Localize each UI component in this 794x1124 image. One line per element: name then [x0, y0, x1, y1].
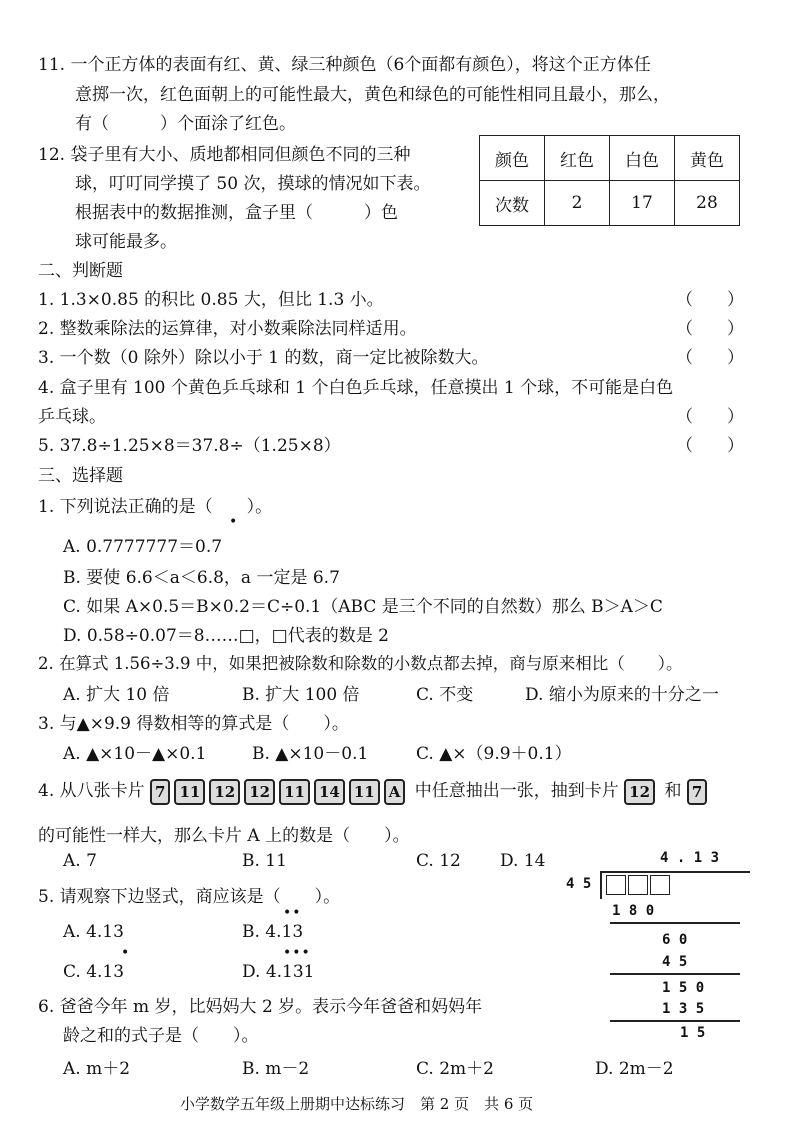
blank-box — [628, 875, 648, 895]
card-highlight: 7 — [687, 779, 707, 805]
judge-paren-1[interactable]: （ ） — [676, 290, 744, 310]
division-quotient: 4 . 1 3 — [660, 850, 720, 866]
choice-q4-option-d[interactable]: D. 14 — [500, 851, 546, 871]
choice-q4-option-b[interactable]: B. 11 — [242, 851, 287, 871]
choice-q5-option-d[interactable]: D. 4.131 — [242, 962, 315, 982]
card: 12 — [209, 779, 240, 805]
division-line — [610, 922, 740, 924]
choice-q2-option-a[interactable]: A. 扩大 10 倍 — [63, 685, 170, 705]
q12-line1: 12. 袋子里有大小、质地都相同但颜色不同的三种 — [38, 145, 411, 165]
choice-q6-line2: 龄之和的式子是（ ）。 — [63, 1026, 259, 1046]
blank-box — [650, 875, 670, 895]
blank-box — [606, 875, 626, 895]
choice-q2-option-d[interactable]: D. 缩小为原来的十分之一 — [525, 685, 719, 705]
judge-item-3: 3. 一个数（0 除外）除以小于 1 的数，商一定比被除数大。 — [38, 348, 489, 368]
q12-line3: 根据表中的数据推测，盒子里（ ）色 — [75, 203, 398, 223]
judge-paren-3[interactable]: （ ） — [676, 348, 744, 368]
judge-item-2: 2. 整数乘除法的运算律，对小数乘除法同样适用。 — [38, 319, 417, 339]
choice-q6-line1: 6. 爸爸今年 m 岁，比妈妈大 2 岁。表示今年爸爸和妈妈年 — [38, 997, 483, 1017]
q4-and: 和 — [664, 781, 682, 801]
choice-q6-option-a[interactable]: A. m＋2 — [63, 1059, 131, 1079]
choice-q3-option-a[interactable]: A. ▲×10－▲×0.1 — [63, 744, 207, 764]
division-bar — [600, 871, 750, 873]
table-cell: 28 — [675, 181, 740, 226]
card: 11 — [349, 779, 380, 805]
choice-q2-option-c[interactable]: C. 不变 — [416, 685, 474, 705]
repeat-dot: • — [121, 945, 130, 961]
card: 14 — [314, 779, 345, 805]
table-cell: 2 — [545, 181, 610, 226]
division-row: 1 5 0 — [662, 980, 705, 996]
table-cell: 次数 — [480, 181, 545, 226]
choice-q1-option-a[interactable]: A. 0.7777777＝0.7 — [63, 537, 223, 557]
choice-q1-option-d[interactable]: D. 0.58÷0.07＝8……□，□代表的数是 2 — [63, 626, 389, 646]
choice-q3-option-c[interactable]: C. ▲×（9.9＋0.1） — [416, 744, 572, 764]
q11-line2: 意掷一次，红色面朝上的可能性最大，黄色和绿色的可能性相同且最小，那么， — [75, 85, 670, 105]
judge-item-1: 1. 1.3×0.85 的积比 0.85 大，但比 1.3 小。 — [38, 290, 384, 310]
card: 11 — [174, 779, 205, 805]
dividend-boxes — [606, 874, 672, 895]
division-divisor: 4 5 — [566, 876, 592, 892]
q12-line4: 球可能最多。 — [75, 232, 177, 252]
division-line — [610, 973, 740, 975]
choice-q6-option-d[interactable]: D. 2m－2 — [595, 1059, 674, 1079]
choice-q1-stem: 1. 下列说法正确的是（ ）。 — [38, 497, 273, 517]
choice-q1-option-b[interactable]: B. 要使 6.6＜a＜6.8，a 一定是 6.7 — [63, 568, 340, 588]
choice-q6-option-c[interactable]: C. 2m＋2 — [416, 1059, 494, 1079]
division-line — [610, 1020, 740, 1022]
q11-line3: 有（ ）个面涂了红色。 — [75, 114, 296, 134]
choice-q3-option-b[interactable]: B. ▲×10－0.1 — [252, 744, 369, 764]
card: A — [384, 779, 406, 805]
choice-q5-option-b[interactable]: B. 4.13 — [242, 922, 304, 942]
table-cell: 红色 — [545, 136, 610, 181]
choice-q2-option-b[interactable]: B. 扩大 100 倍 — [242, 685, 360, 705]
judge-item-5: 5. 37.8÷1.25×8＝37.8÷（1.25×8） — [38, 436, 341, 456]
table-cell: 17 — [610, 181, 675, 226]
page-footer: 小学数学五年级上册期中达标练习 第 2 页 共 6 页 — [180, 1095, 534, 1113]
choice-q6-option-b[interactable]: B. m－2 — [242, 1059, 310, 1079]
q12-table — [479, 135, 740, 226]
table-cell: 黄色 — [675, 136, 740, 181]
division-row: 1 8 0 — [612, 903, 655, 919]
card: 11 — [279, 779, 310, 805]
judge-paren-2[interactable]: （ ） — [676, 319, 744, 339]
card: 12 — [244, 779, 275, 805]
table-cell: 白色 — [610, 136, 675, 181]
choice-q1-option-c[interactable]: C. 如果 A×0.5＝B×0.2＝C÷0.1（ABC 是三个不同的自然数）那么 B＞A＞C — [63, 597, 663, 617]
choice-q4-option-a[interactable]: A. 7 — [63, 851, 97, 871]
repeat-dot: • — [229, 514, 238, 530]
judge-paren-4[interactable]: （ ） — [676, 407, 744, 427]
q12-line2: 球，叮叮同学摸了 50 次，摸球的情况如下表。 — [75, 174, 431, 194]
judge-item-4: 4. 盒子里有 100 个黄色乒乓球和 1 个白色乒乓球，任意摸出 1 个球，不可能是白色 — [38, 378, 674, 398]
choice-q2-stem: 2. 在算式 1.56÷3.9 中，如果把被除数和除数的小数点都去掉，商与原来相比（ ）。 — [38, 654, 683, 673]
q4-pre: 4. 从八张卡片 — [38, 781, 145, 801]
choice-q4-line2: 的可能性一样大，那么卡片 A 上的数是（ ）。 — [38, 826, 410, 846]
table-row — [480, 136, 740, 181]
division-bracket — [600, 871, 602, 899]
table-cell: 颜色 — [480, 136, 545, 181]
repeat-dots: ••• — [283, 945, 311, 961]
division-row: 4 5 — [662, 954, 688, 970]
table-row — [480, 181, 740, 226]
judge-paren-5[interactable]: （ ） — [676, 436, 744, 456]
choice-q5-option-a[interactable]: A. 4.13 — [63, 922, 124, 942]
card: 7 — [150, 779, 170, 805]
repeat-dots: •• — [283, 905, 302, 921]
choice-q4-line1 — [38, 776, 711, 805]
section3-title: 三、选择题 — [38, 466, 123, 486]
choice-q5-stem: 5. 请观察下边竖式，商应该是（ ）。 — [38, 887, 341, 907]
q4-mid: 中任意抽出一张，抽到卡片 — [414, 781, 619, 801]
card-highlight: 12 — [624, 779, 655, 805]
division-row: 1 5 — [680, 1025, 706, 1041]
choice-q5-option-c[interactable]: C. 4.13 — [63, 962, 125, 982]
choice-q4-option-c[interactable]: C. 12 — [416, 851, 461, 871]
division-row: 1 3 5 — [662, 1001, 705, 1017]
choice-q3-stem: 3. 与▲×9.9 得数相等的算式是（ ）。 — [38, 714, 349, 734]
division-row: 6 0 — [662, 932, 688, 948]
q11-line1: 11. 一个正方体的表面有红、黄、绿三种颜色（6个面都有颜色），将这个正方体任 — [38, 55, 651, 75]
section2-title: 二、判断题 — [38, 261, 123, 281]
judge-item-4-cont: 乒乓球。 — [38, 407, 106, 427]
